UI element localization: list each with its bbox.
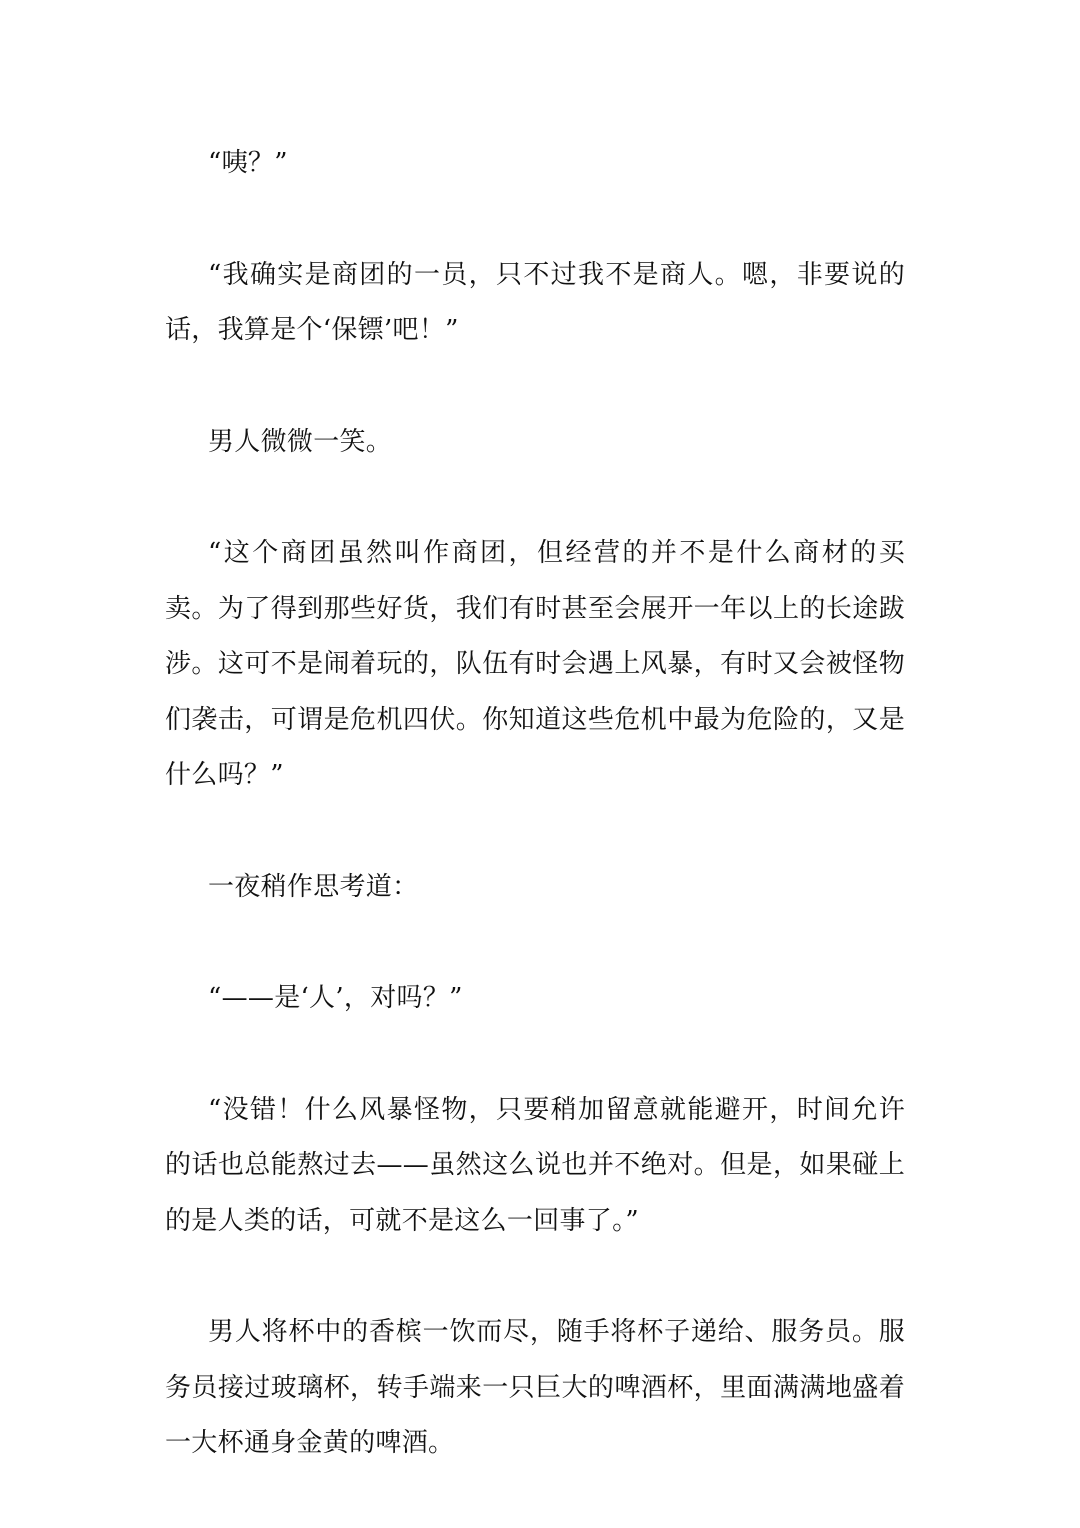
paragraph: “——是‘人’，对吗？” — [208, 983, 463, 1013]
paragraph: “这个商团虽然叫作商团，但经营的并不是什么商材的买卖。为了得到那些好货，我们有时甚至会展开一年以上的长途跋涉。这可不是闹着玩的，队伍有时会遇上风暴，有时又会被怪物们袭击，可谓是危机四伏。你知道这些危机中最为危险的，又是什么吗？” — [165, 538, 905, 790]
paragraph: “咦？” — [208, 148, 288, 178]
document-body — [165, 136, 905, 1528]
paragraph: 男人微微一笑。 — [208, 426, 393, 457]
paragraph: 男人将杯中的香槟一饮而尽，随手将杯子递给、服务员。服务员接过玻璃杯，转手端来一只巨大的啤酒杯，里面满满地盛着一大杯通身金黄的啤酒。 — [165, 1317, 905, 1458]
paragraph: “我确实是商团的一员，只不过我不是商人。嗯，非要说的话，我算是个‘保镖’吧！” — [165, 259, 905, 345]
paragraph: 一夜稍作思考道： — [208, 871, 419, 902]
paragraph: “没错！什么风暴怪物，只要稍加留意就能避开，时间允许的话也总能熬过去——虽然这么说也并不绝对。但是，如果碰上的是人类的话，可就不是这么一回事了。” — [165, 1094, 905, 1236]
